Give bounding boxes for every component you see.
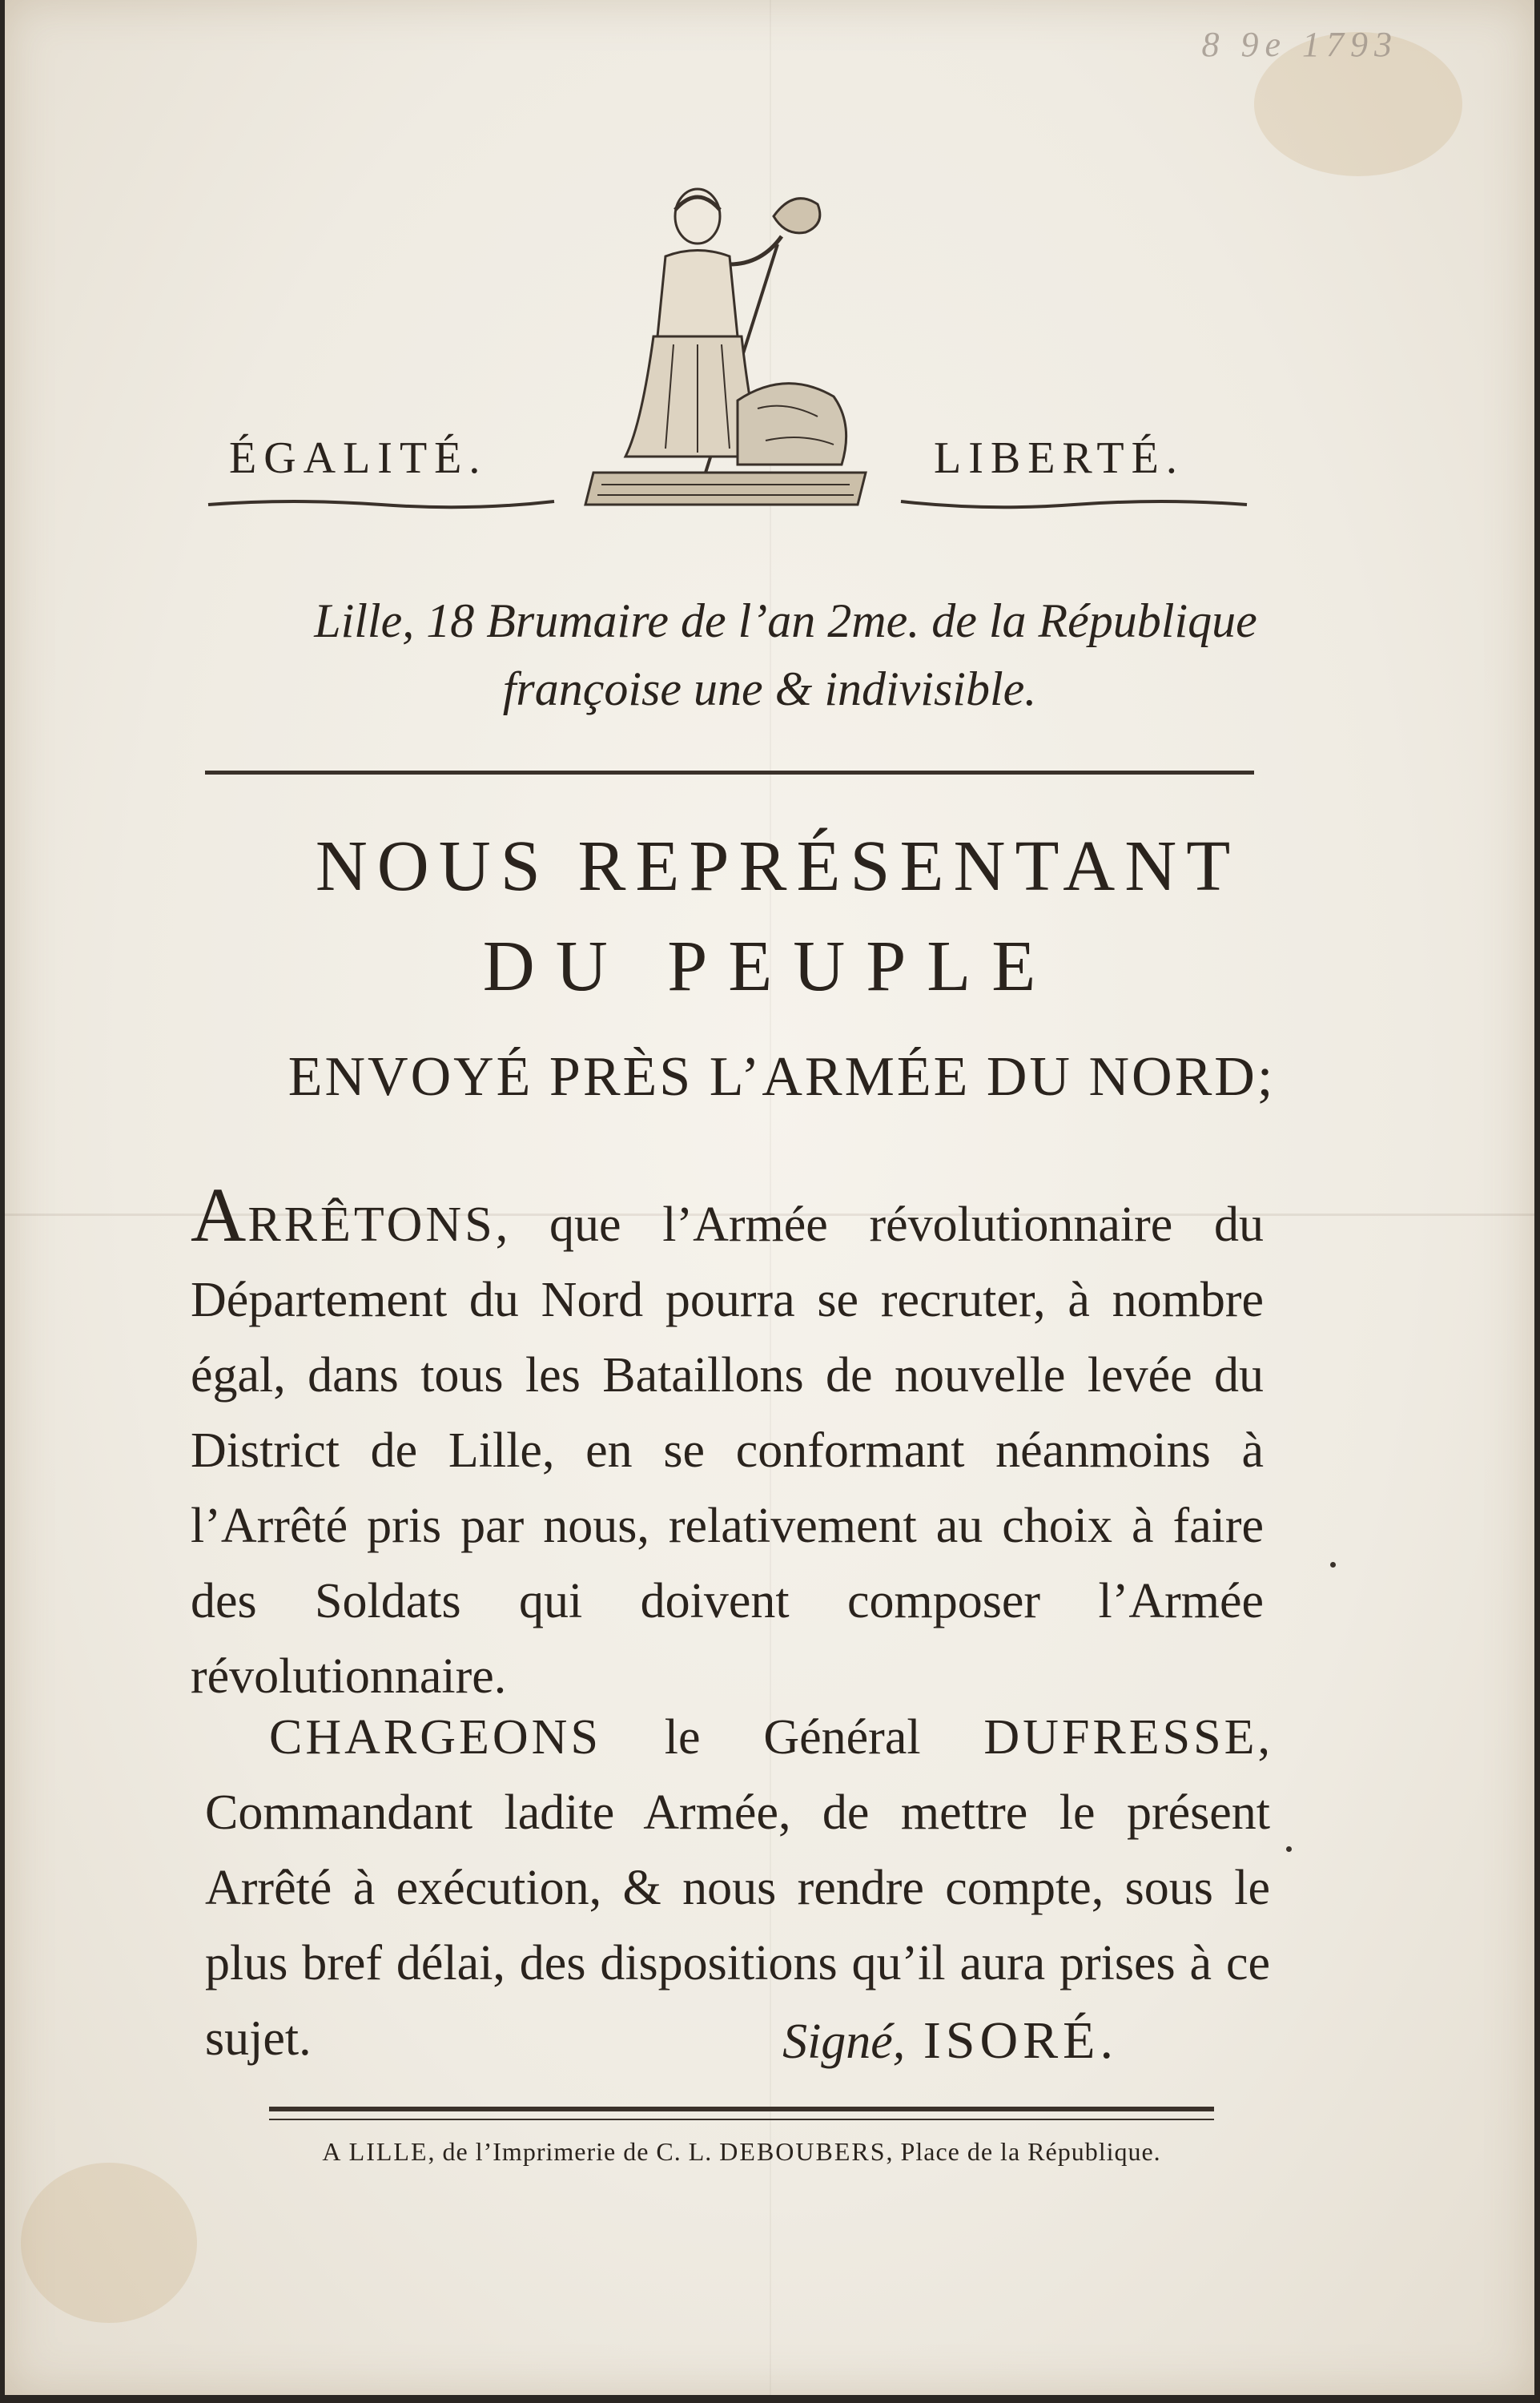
paragraph-text: le Général: [601, 1710, 984, 1765]
title-line-3: ENVOYÉ PRÈS L’ARMÉE DU NORD;: [287, 1046, 1276, 1108]
ink-speck: [1286, 1846, 1292, 1852]
poster-sheet: [5, 0, 1534, 2395]
paragraph-lead-word: RRÊTONS: [247, 1197, 496, 1252]
dateline-line-1: Lille, 18 Brumaire de l’an 2me. de la République: [314, 594, 1257, 647]
general-name: DUFRESSE: [983, 1710, 1258, 1765]
paragraph-text: , que l’Armée révolutionnaire du Département du Nord pourra se recruter, à nombre égal, dans tous les Bataillons de nouvelle levée du District de Lille, en se conformant néanmoins à l’Arrêté pris par nous, relativement au choix à faire des Soldats qui doivent composer l’Armée révolutionnaire.: [191, 1197, 1264, 1704]
imprint-printer: DEBOUBERS: [719, 2137, 887, 2166]
liberty-figure-vignette: [577, 168, 882, 521]
title-line-1: NOUS REPRÉSENTANT: [315, 827, 1240, 906]
ink-speck: [1330, 1562, 1336, 1568]
divider-rule: [205, 771, 1254, 775]
printer-imprint: [269, 2137, 1214, 2167]
footer-rule-thin: [269, 2119, 1214, 2120]
motto-liberte: LIBERTÉ.: [934, 433, 1184, 483]
decree-paragraph-1: [191, 1172, 1264, 1714]
imprint-city: A LILLE: [322, 2137, 428, 2166]
dropcap-initial: A: [191, 1172, 248, 1258]
imprint-text: , Place de la République.: [886, 2137, 1161, 2166]
imprint-text: , de l’Imprimerie de C. L.: [428, 2137, 720, 2166]
signature: [782, 2011, 1118, 2071]
signatory-name: ISORÉ.: [923, 2011, 1118, 2070]
motto-egalite: ÉGALITÉ.: [229, 433, 488, 483]
paragraph-lead-word: CHARGEONS: [269, 1710, 601, 1765]
dateline-line-2: françoise une & indivisible.: [502, 662, 1037, 715]
title-line-2: DU PEUPLE: [482, 927, 1057, 1006]
flourish-rule-left: [205, 495, 557, 514]
flourish-rule-right: [898, 495, 1250, 514]
paragraph-text: , Commandant ladite Armée, de mettre le présent Arrêté à exécution, & nous rendre compte, sous le plus bref délai, des dispositions qu’il aura prises à ce sujet.: [205, 1710, 1270, 2066]
handwritten-note: 8 9e 1793: [1201, 25, 1398, 64]
footer-rule-thick: [269, 2107, 1214, 2111]
signature-label: Signé,: [782, 2015, 906, 2069]
paper-stain: [21, 2163, 197, 2323]
